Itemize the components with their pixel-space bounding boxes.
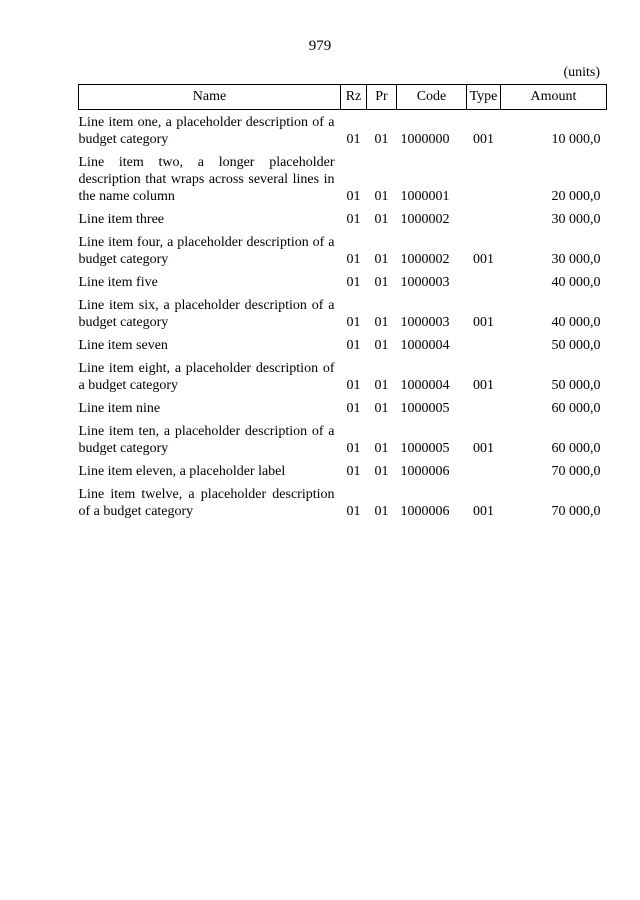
table-row — [79, 110, 607, 155]
units-note: (units) — [563, 65, 600, 80]
cell-rz: 01 — [346, 315, 361, 330]
cell-sum: 10 000,0 — [551, 132, 601, 147]
cell-csr: 1000000 — [400, 132, 450, 147]
cell-csr: 1000006 — [400, 504, 450, 519]
cell-sum: 30 000,0 — [551, 252, 601, 267]
cell-pr: 01 — [374, 441, 389, 456]
cell-name: Line item seven — [78, 338, 168, 353]
cell-rz: 01 — [346, 464, 361, 479]
cell-rz: 01 — [346, 132, 361, 147]
cell-sum: 30 000,0 — [551, 212, 601, 227]
table-row — [79, 463, 607, 486]
cell-pr: 01 — [374, 275, 389, 290]
cell-vr: 001 — [473, 441, 494, 456]
table-row — [79, 297, 607, 337]
cell-rz: 01 — [346, 441, 361, 456]
cell-csr: 1000002 — [400, 252, 450, 267]
cell-rz: 01 — [346, 338, 361, 353]
cell-name: Line item three — [78, 212, 165, 227]
cell-sum: 50 000,0 — [551, 378, 601, 393]
cell-name: Line item nine — [78, 401, 161, 416]
cell-csr: 1000005 — [400, 401, 450, 416]
cell-pr: 01 — [374, 401, 389, 416]
cell-name: Line item ten, a placeholder description of a budget category — [78, 424, 335, 456]
cell-csr: 1000002 — [400, 212, 450, 227]
cell-sum: 60 000,0 — [551, 441, 601, 456]
cell-csr: 1000001 — [400, 189, 450, 204]
cell-pr: 01 — [374, 212, 389, 227]
cell-vr — [467, 400, 501, 423]
cell-name: Line item eight, a placeholder description of a budget category — [78, 361, 335, 393]
cell-sum: 20 000,0 — [551, 189, 601, 204]
cell-pr: 01 — [374, 504, 389, 519]
cell-sum: 40 000,0 — [551, 275, 601, 290]
table-row — [79, 234, 607, 274]
cell-vr: 001 — [473, 132, 494, 147]
cell-rz: 01 — [346, 378, 361, 393]
header-name: Name — [79, 85, 341, 110]
cell-vr: 001 — [473, 315, 494, 330]
header-sum: Amount — [501, 85, 607, 110]
cell-vr — [467, 463, 501, 486]
cell-name: Line item five — [78, 275, 158, 290]
cell-csr: 1000003 — [400, 275, 450, 290]
cell-rz: 01 — [346, 504, 361, 519]
cell-vr — [467, 211, 501, 234]
cell-vr — [467, 337, 501, 360]
cell-csr: 1000005 — [400, 441, 450, 456]
cell-name: Line item one, a placeholder description of a budget category — [78, 115, 335, 147]
table-body — [79, 110, 607, 527]
table-header-row — [79, 85, 607, 110]
cell-vr: 001 — [473, 504, 494, 519]
cell-sum: 50 000,0 — [551, 338, 601, 353]
cell-sum: 60 000,0 — [551, 401, 601, 416]
header-rz: Rz — [341, 85, 367, 110]
cell-pr: 01 — [374, 189, 389, 204]
cell-csr: 1000004 — [400, 338, 450, 353]
table-row — [79, 423, 607, 463]
cell-csr: 1000003 — [400, 315, 450, 330]
cell-pr: 01 — [374, 252, 389, 267]
header-pr: Pr — [367, 85, 397, 110]
cell-pr: 01 — [374, 315, 389, 330]
cell-vr — [467, 274, 501, 297]
cell-rz: 01 — [346, 275, 361, 290]
table-row — [79, 211, 607, 234]
cell-name: Line item two, a longer placeholder description that wraps across several lines in the name column — [78, 155, 335, 204]
cell-rz: 01 — [346, 212, 361, 227]
cell-pr: 01 — [374, 464, 389, 479]
table-row — [79, 274, 607, 297]
table-row — [79, 360, 607, 400]
cell-vr: 001 — [473, 252, 494, 267]
cell-rz: 01 — [346, 189, 361, 204]
budget-table — [78, 84, 607, 526]
header-vr: Type — [467, 85, 501, 110]
cell-vr — [467, 154, 501, 211]
cell-name: Line item four, a placeholder description of a budget category — [78, 235, 335, 267]
cell-name: Line item twelve, a placeholder description of a budget category — [78, 487, 335, 519]
cell-name: Line item six, a placeholder description of a budget category — [78, 298, 335, 330]
page-number: 979 — [308, 38, 332, 54]
cell-pr: 01 — [374, 132, 389, 147]
header-csr: Code — [397, 85, 467, 110]
cell-vr: 001 — [473, 378, 494, 393]
cell-rz: 01 — [346, 401, 361, 416]
table-row — [79, 154, 607, 211]
table-row — [79, 486, 607, 526]
cell-rz: 01 — [346, 252, 361, 267]
cell-name: Line item eleven, a placeholder label — [78, 464, 286, 479]
cell-sum: 70 000,0 — [551, 504, 601, 519]
cell-csr: 1000006 — [400, 464, 450, 479]
table-row — [79, 400, 607, 423]
table-row — [79, 337, 607, 360]
cell-pr: 01 — [374, 338, 389, 353]
cell-sum: 70 000,0 — [551, 464, 601, 479]
cell-sum: 40 000,0 — [551, 315, 601, 330]
cell-csr: 1000004 — [400, 378, 450, 393]
cell-pr: 01 — [374, 378, 389, 393]
